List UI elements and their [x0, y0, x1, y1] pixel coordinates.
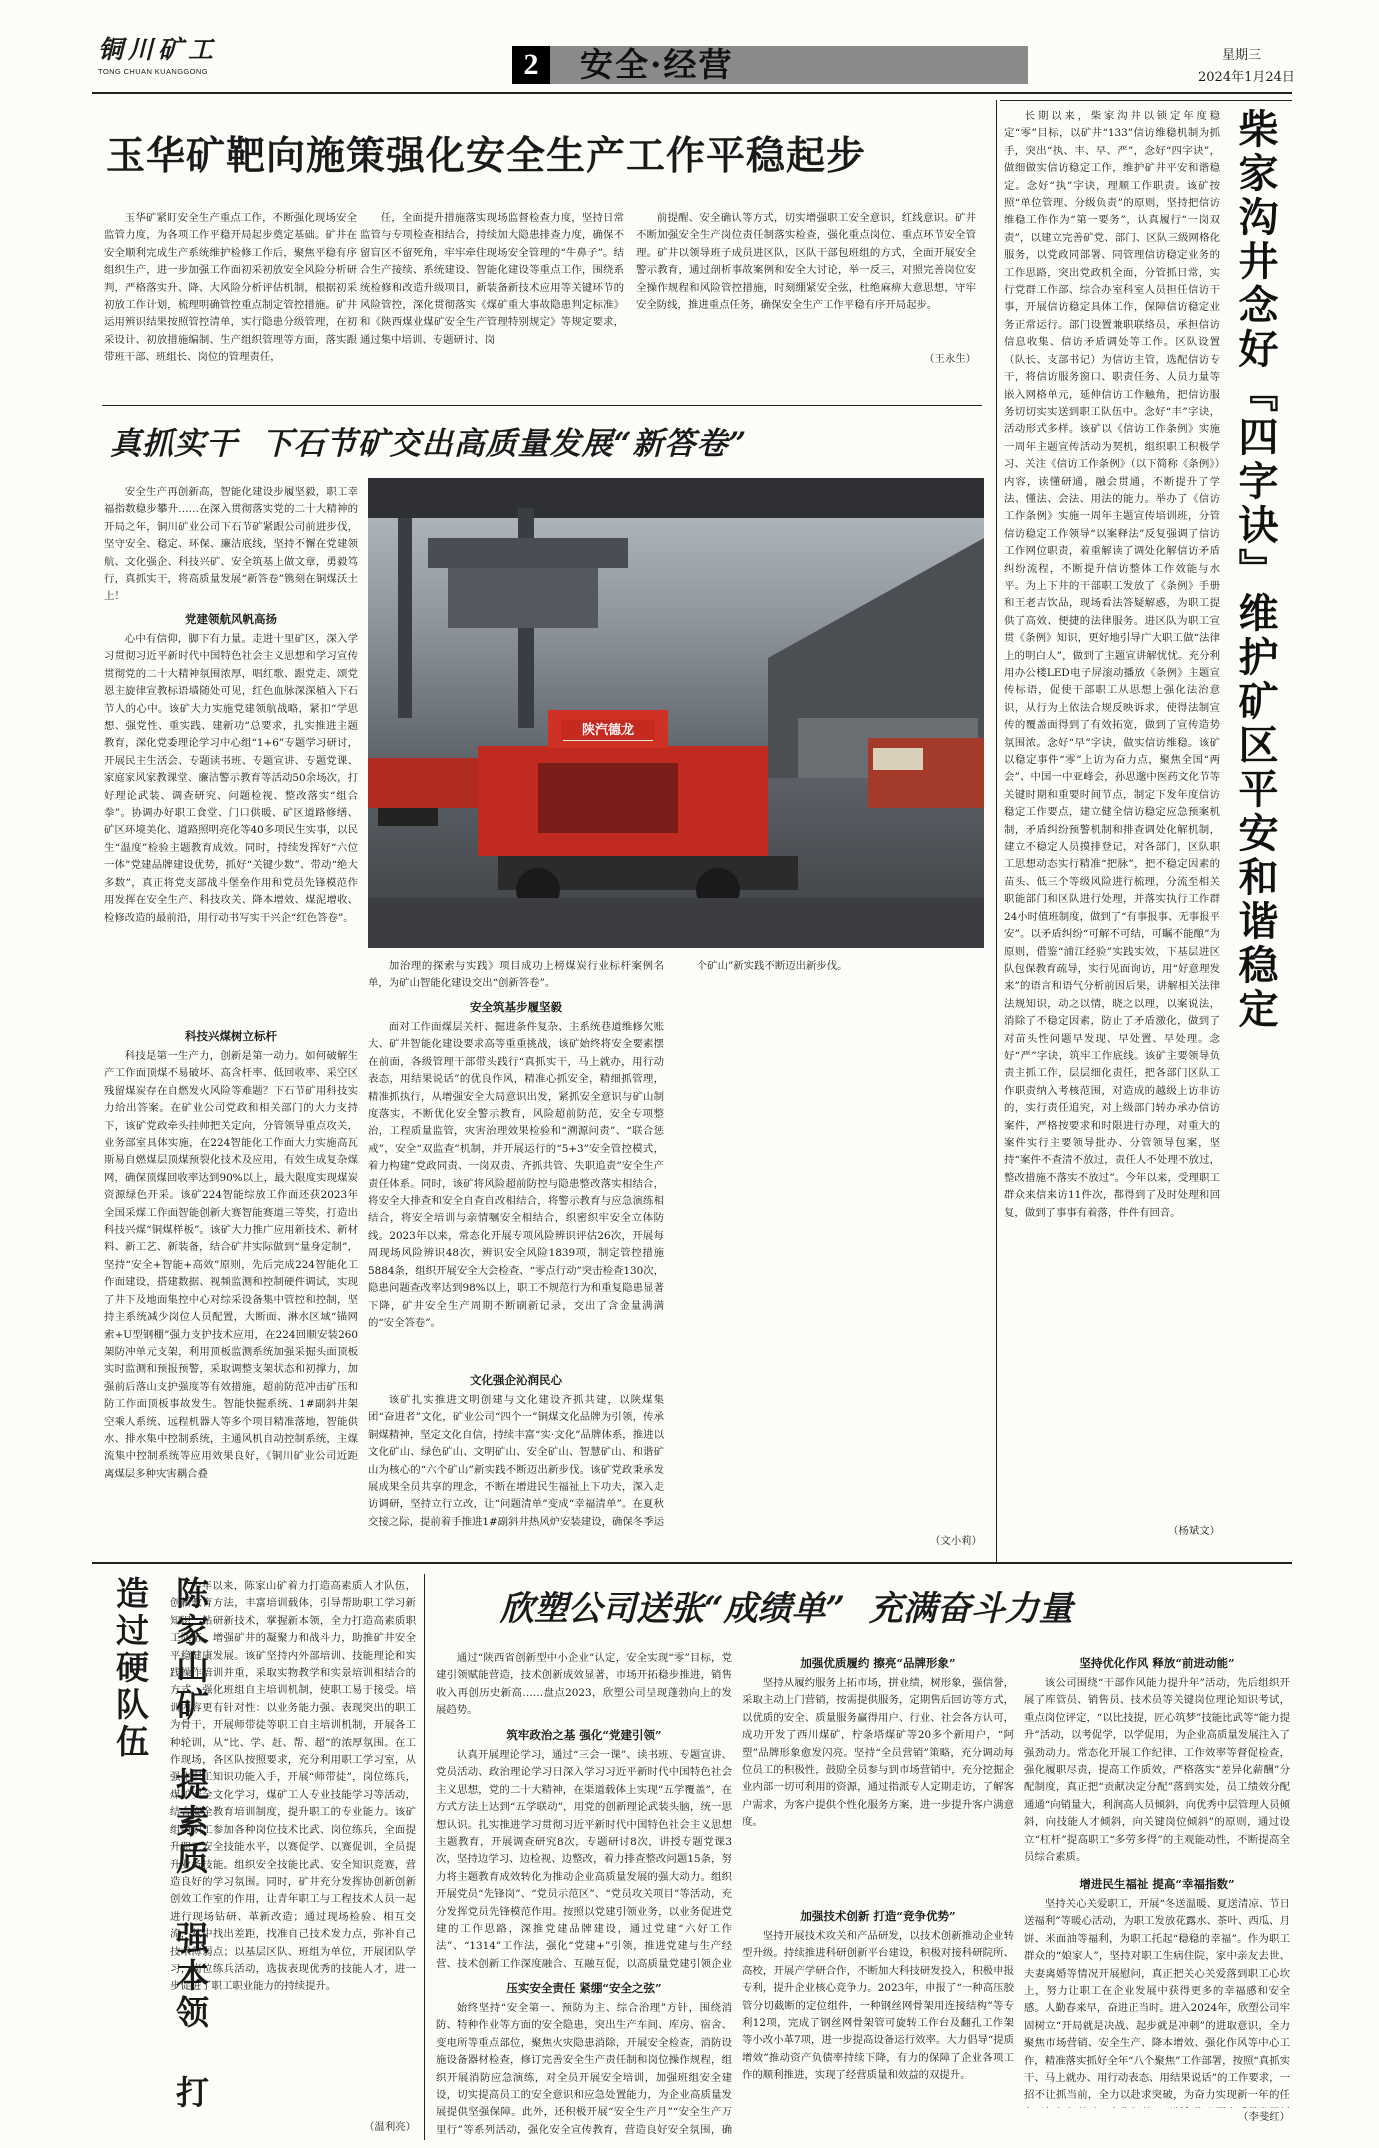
article1-col1: 玉华矿紧盯安全生产重点工作，不断强化现场安全监管力度，为各项工作平稳开局起步奠定基础。矿井在安全顺利完成生产系统维护检修工作后，聚焦平稳有序组织生产，进一步加强工作面初采初放安全风险分析研判，严格落实升、降、大风险分析评估机制，根据初采初放工作计划，梳理明确管控重点制定管控措施。矿井运用辨识结果按照管控清单，实行隐患分级管理，在初采设计、初放措施编制、生产组织管理等方面，落实跟带班干部、班组长、岗位的管理责任，: [104, 212, 357, 364]
article3-body: 长期以来，柴家沟井以锁定年度稳定“零”目标，以矿井“133”信访维稳机制为抓手，突出“执、丰、早、严”，念好“四字诀”，做细做实信访稳定工作，维护矿井平安和谐稳定。念好“执”字诀，理顺工作职责。该矿按照“单位管理、分级负责”的原则，坚持把信访维稳工作作为“第一要务”，认真履行“一岗双责”，以建立完善矿党、部门、区队三级网格化服务，以党政同部署、同管理信访稳定业务的工作思路，突出党政机全面，分管抓日常，实行党群工作部、综合办室科室人员担任信访干事，开展信访稳定具体工作，保障信访稳定业务正常运行。部门设置兼职联络员，承担信访信息收集、信访矛盾调处等工作。区队设置（队长、支部书记）为信访主管，选配信访专干，将信访服务窗口、职责任务、人员力量等嵌入网格单元，延伸信访工作触角，把信访服务切切实实送到职工队伍中。念好“丰”字诀，活动形式多样。该矿以《信访工作条例》实施一周年主题宣传活动为契机，组织职工积极学习、关注《信访工作条例》（以下简称《条例》）内容，读懂研通，融会贯通，不断提升了学法、懂法、会法、用法的能力。举办了《信访工作条例》实施一周年主题宣传培训班，分管信访稳定工作领导“以案释法”反复强调了信访工作网位职责，着重解读了调处化解信访矛盾纠纷流程，不断提升信访整体工作效能与水平。为上下井的干部职工发放了《条例》手册和王老吉饮品，现场看法答疑解惑，为职工提供了高效、便捷的法律服务。进区队为职工宣贯《条例》知识，更好地引导广大职工做“法律上的明白人”，做到了主题宣讲解忧忧。充分利用办公楼LED电子屏滚动播放《条例》主题宣传标语，促使干部职工从思想上强化法治意识，从行为上依法合规反映诉求，使得法制宣传的覆盖面得到了有效拓宽，做到了宣传造势氛围浓。念好“早”字诀，做实信访维稳。该矿以稳定事件“零”上访为奋力点，聚焦全国“两会”、中国一中亚峰会，孙思邈中医药文化节等关键时期和重要时间节点，制定下发年度信访稳定工作要点，建立健全信访稳定应急预案机制，矛盾纠纷预警机制和排查调处化解机制，建立不稳定人员摸排登记，对各部门，区队职工思想动态实行精准“把脉”，把不稳定因素的苗头、低三个等级风险进行梳理，分流至相关职能部门和区队进行处理，并落实执行工作群24小时值班制度，做到了“有事报事、无事报平安”。以矛盾纠纷“可解不可结，可瞩不能酿”为原则，借鉴“浦江经验”实践实效，下基层进区队包保教育疏导，实行见面询访，用“好意理发来”的语言和语气分析前因后果，讲解相关法律法规知识，动之以情，晓之以理，以案说法，消除了不稳定因素，防止了矛盾激化，做到了对苗头性问题早发现、早处置、早处理。念好“严”字诀，筑牢工作底线。该矿主要领导负责主抓工作，层层细化责任，把各部门区队工作职责纳入考核范围，对造成的越级上访非访的，实行责任追究，对上级部门转办承办信访案件，严格按要求和时限进行办理，对重大的案件实行主要领导批办、分管领导包案，坚持“案件不查清不放过，责任人不处理不放过，整改措施不落实不放过”。今年以来，受理职工群众来信来访11件次，都得到了及时处理和回复，做到了事事有着落，件件有回音。: [1004, 110, 1220, 1219]
article5-sec3: 坚持从履约服务上拓市场，拼业绩，树形象，强信誉，采取主动上门营销，按需提供服务，定期售后回访等方式，以优质的安全、质量服务赢得用户、行业、社会各方认可，成功开发了西川煤矿，柠条塔煤矿等20多个新用户，“阿塑”品牌形象愈发闪亮。坚持“全员营销”策略，充分调动每位员工的积极性，鼓励全员参与到市场营销中，充分挖掘企业内部一切可利用的资源，通过指派专人定期走访，了解客户需求，为客户提供个性化服务方案，进一步提升客户满意度。: [742, 1677, 1014, 1829]
article5-sec6: 坚持关心关爱职工，开展“冬送温暖、夏送清凉、节日送福利”等暖心活动，为职工发放花露水、茶叶、西瓜、月饼、米面油等福利，为职工托起“稳稳的幸福”。作为职工群众的“娘家人”，坚持对职工生病住院，家中亲友去世、夫妻离婚等情况开展慰问，真正把关心关爱落到职工心坎上，努力让职工在企业发展中获得更多的幸福感和安全感。人勤春来早，奋进正当时。进入2024年，欣塑公司牢固树立“开局就是决战、起步就是冲刺”的进取意识，全力聚焦市场营销、安全生产、降本增效、强化作风等中心工作，精准落实抓好全年“八个聚焦”工作部署，按照“真抓实干、马上就办、用行动表态、用结果说话”的工作要求，一招不让抓当前，全力以赴求突破，为奋力实现新一年的任: [1024, 1898, 1290, 2102]
article5-sub3: 加强优质履约 擦亮“品牌形象”: [800, 1656, 956, 1670]
article2-col1: [104, 484, 358, 1552]
article2-sub4: 文化强企沁润民心: [470, 1373, 562, 1387]
article3-vtitle-box: [1226, 108, 1288, 1168]
article1-byline: （王永生）: [924, 353, 976, 365]
article2-sub3: 安全筑基步履坚毅: [470, 1000, 562, 1014]
article4-vtitle: 陈家山矿 提素质 强本领 打造过硬队伍: [111, 1576, 210, 2112]
article4-byline: （温利亮）: [364, 2121, 416, 2133]
article5-sub5: 坚持优化作风 释放“前进动能”: [1079, 1656, 1235, 1670]
article5-sec4: 坚持开展技术攻关和产品研发，以技术创新推动企业转型升级。持续推进科研创新平台建设，积极对接科研院所、高校，开展产学研合作，不断加大科技研发投入，积极申报专利，提升企业核心竞争力。2023年，申报了“一种高压胶管分切截断的定位组件，一种钢丝网骨架用连接结构”等专利12项，完成了钢丝网骨架管可旋转工作台及翻孔工作架等小改小革7项，进一步提高设备运行效率。大力倡导“提质增效”推动资产负债率持续下降，有力的保障了企业各项工作的顺利推进，实现了经营质量和效益的双提升。: [742, 1930, 1014, 2082]
article5-byline: （李斐红）: [1238, 2111, 1290, 2123]
section-bar: [550, 46, 1028, 84]
article5-headline: 欣塑公司送张“成绩单” 充满奋斗力量: [500, 1589, 1073, 1629]
article2-intro: 安全生产再创新高，智能化建设步履坚毅，职工幸福指数稳步攀升……在深入贯彻落实党的二十大精神的开局之年，铜川矿业公司下石节矿紧跟公司前进步伐，坚守安全、稳定、环保、廉洁底线，坚持不懈在党建领航、文化强企、科技兴矿、安全筑基上做文章，勇毅笃行，真抓实干，将高质量发展“新答卷”镌刻在铜煤沃土上！: [104, 486, 358, 603]
article5-col3: [1024, 1650, 1290, 2142]
masthead-logo: [98, 36, 258, 76]
middle-divider: [92, 1562, 1292, 1564]
weekday: 星期三: [1222, 48, 1262, 63]
article2-sec4-a: 该矿扎实推进文明创建与文化建设齐抓共建，以陕煤集团“奋进者”文化，矿业公司“四个一”铜煤文化品牌为引领，传承铜煤精神，坚定文化自信，持续丰富“实·文化”品牌体系，推进以文化矿山、绿色矿山、文明矿山、安全矿山、智慧矿山、和谐矿山为核心的“六个矿山”新实践不断迈出新步伐。该矿党政秉承发展成果全员共享的理念，不断在增进民生福祉上下功夫，深入走访调研，坚持立行立改，让“问题清单”变成“幸福清单”。在夏秋交接之际，提前着手推进1#副斜井热风炉安装建设，确保冬季运: [368, 1394, 664, 1528]
article2-sec2b: 加治理的探索与实践》项目成功上榜煤炭行业标杆案例名单，为矿山智能化建设交出“创新答卷”。: [368, 960, 664, 990]
article1-col2: 任，全面提升措施落实现场监督检查力度，坚持日常监管与专项检查相结合，持续加大隐患排查力度，确保不留盲区不留死角，牢牢牵住现场安全管理的“牛鼻子”。结合生产接续、系统建设、智能化建设等重点工作，围绕系统检修和改造升级项目，新装备新技术应用等关键环节的风险管控，深化贯彻落实《煤矿重大事故隐患判定标准》和《陕西煤业煤矿安全生产管理特别规定》等规定要求，通过集中培训、专题研讨、岗: [360, 212, 624, 346]
coal-loading-scene: [368, 478, 984, 948]
article2-headline: 真抓实干 下石节矿交出高质量发展“新答卷”: [110, 426, 748, 462]
article3-vtitle: 柴家沟井念好『四字诀』维护矿区平安和谐稳定: [1232, 108, 1279, 1032]
article5-sub4: 加强技术创新 打造“竞争优势”: [800, 1909, 956, 1923]
masthead: [0, 0, 1379, 96]
page-number: 2: [523, 48, 539, 81]
right-box-top: [1000, 100, 1292, 101]
article5-sub6: 增进民生福祉 提高“幸福指数”: [1079, 1877, 1235, 1891]
article5-sec2: 始终坚持“安全第一、预防为主、综合治理”方针，围绕消防、特种作业等方面的安全隐患，突出生产车间、库房、宿舍、变电所等重点部位，聚焦火灾隐患消除，开展安全检查，消防设施设备器材检查，修订完善安全生产责任制和岗位操作规程，组织开展消防应急演练，对全员开展安全培训，加强班组安全建设，切实提高员工的安全意识和应急处置能力，为企业高质量发展提供坚强保障。此外，还积极开展“安全生产月”“安全生产万里行”等系列活动，强化安全宣传教育，营造良好安全氛围，确: [436, 2002, 732, 2136]
article1-col3-text: 前提醒、安全确认等方式，切实增强职工安全意识，红线意识。矿井不断加强安全生产岗位责任制落实检查，强化重点岗位、重点环节安全管理。矿井以领导班子成员进区队，区队干部包班组的方式，全面开展安全警示教育，通过剖析事故案例和安全大讨论，举一反三，对照完善岗位安全操作规程和风险管控措施，时刻绷紧安全弦，杜绝麻痹大意思想，守牢安全防线，推进重点任务，确保安全生产工作平稳有序开局起步。: [636, 212, 976, 312]
right-box-divider: [996, 100, 997, 1562]
article5-col2: [742, 1650, 1014, 2140]
masthead-rule: [92, 92, 1292, 94]
article2-sec3: 面对工作面煤层关杆、掘进条件复杂、主系统巷道维修欠账大、矿井智能化建设要求高等重重挑战，该矿始终将安全要素摆在前面，各级管理干部带头践行“真抓实干，马上就办，用行动表态，用结果说话”的优良作风，精准心抓安全，精细抓管理，精准抓执行，从增强安全大局意识出发，紧抓安全意识与矿山制度落实，不断优化安全警示教育，风险超前防范，安全专项整治，工程质量监管，灾害治理效果检验和“溯源问责”、“联合惩戒”，安全“双监查”机制，并开展运行的“5+3”安全管控模式，着力构建“党政同责、一岗双责、齐抓共管、失职追责”安全生产责任体系。同时，该矿将风险超前防控与隐患整改落实相结合，将安全大排查和安全自查自改相结合，将警示教育与应急演练相结合，将安全培训与亲情嘱安全相结合，织密织牢安全立体防线。2023年以来，常态化开展专项风险辨识评估26次，开展每周现场风险辨识48次，辨识安全风险1839项，制定管控措施5884条，组织开展安全大会检查、“零点行动”突击检查130次，隐患问题查改率达到98%以上，职工不规范行为和重复隐患显著下降，矿井安全生产周期不断刷新记录，交出了含金量满满的“安全答卷”。: [368, 1021, 664, 1329]
section-title: 安全·经营: [580, 45, 734, 84]
article2-sec2: 科技是第一生产力，创新是第一动力。如何破解生产工作面顶煤不易破坏、高含杆率、低回收率、采空区残留煤炭存在自燃发火风险等难题？下石节矿用科技实力给出答案。在矿业公司党政和相关部门的大力支持下，该矿党政牵头挂帅把关定向，分管领导重点攻关，业务部室具体实施，在224智能化工作面大力实施高瓦斯易自燃煤层顶煤预裂化技术及应用，有效生成复杂煤网，确保顶煤回收率达到90%以上，最大限度实现煤炭资源绿色开采。该矿224智能综放工作面还获2023年全国采煤工作面智能创新大赛智能赛道三等奖，打造出科技兴煤“铜煤样板”。该矿大力推广应用新技术、新材料、新工艺、新装备，结合矿井实际做到“量身定制”，坚持“安全+智能+高效”原则，先后完成224智能化工作面建设，搭建数据、视频监测和控制硬件调试，实现了井下及地面集控中心对综采设备集中管控和控制，坚持主系统减少岗位人员配置，大断面、淋水区域“锚网索+U型钢棚”强力支护技术应用，在224回顺安装260架防冲单元支架，利用顶板监测系统加强采掘头面顶板实时监测和预报预警，采取调整支架状态和初撑力，加强前后落山支护强度等有效措施，超前防范冲击矿压和防工作面顶板事故发生。智能快掘系统、1#副斜井架空乘人系统、远程机器人等多个项目精准落地，智能供水、排水集中控制系统，主通风机自动控制系统，主煤流集中控制系统等应用效果良好，《铜川矿业公司近距离煤层多种灾害耦合叠: [104, 1050, 358, 1480]
article5-sec1: 认真开展理论学习，通过“三会一课”、读书班、专题宣讲、党员活动、政治理论学习日深入学习习近平新时代中国特色社会主义思想，党的二十大精神，在渠道载体上实现“五学覆盖”，在方式方法上达到“五学联动”，用党的创新理论武装头脑，统一思想认识。扎实推进学习贯彻习近平新时代中国特色社会主义思想主题教育，开展调查研究8次，专题研讨8次，讲授专题党课3次，坚持边学习、边检视、边整改，着力排查整改问题15条，努力将主题教育成效转化为推动企业高质量发展的强大动力。组织开展党员“先锋岗”、“党员示范区”、“党员攻关项目”等活动，充分发挥党员先锋模范作用。按照以党建引领业务，以业务促进党建的工作思路，深推党建品牌建设，通过党建“六好工作法”、“1314”工作法，强化“党建+”引领，推进党建与生产经营、技术创新工作深度融合、互融互促，以高质量党建引领企业: [436, 1749, 732, 1970]
article3-body-box: [1004, 108, 1220, 1558]
issue-date: 2024年1月24日: [1198, 70, 1295, 85]
article5-intro: 通过“陕西省创新型中小企业”认定，安全实现“零”目标，党建引领赋能营造，技术创新成效显著，市场开拓稳步推进，销售收入再创历史新高……盘点2023，欣塑公司呈现蓬勃向上的发展趋势。: [436, 1652, 732, 1717]
article2-sec4-continued: 个矿山”新实践不断迈出新步伐。: [696, 960, 848, 972]
article4-divider: [424, 1574, 425, 2140]
article2-sub2: 科技兴煤树立标杆: [185, 1029, 277, 1043]
article2-sec4-b: [676, 958, 982, 1532]
article5-sec5: 该公司围绕“干部作风能力提升年”活动，先后组织开展了库管员、销售员、技术员等关键岗位理论知识考试，重点岗位评定，“以比技提，匠心筑梦”技能比武等“能力提升”活动，以考促学，以学促用，为企业高质量发展注入了强劲动力。常态化开展工作纪律、工作效率等督促检查，强化履职尽责，提高工作质效，严格落实“差异化薪酬”分配制度，真正把“贡献决定分配”落到实处，员工绩效分配通通“向销量大，利润高人员倾斜，向优秀中层管理人员倾斜，向技能人才倾斜，向关键岗位倾斜”的原则，通过设立“杠杆”提高职工“多劳多得”的主观能动性，不断提高全员综合素质。: [1024, 1677, 1290, 1864]
logo-en: TONG CHUAN KUANGGONG: [98, 67, 208, 76]
article2-photo: [368, 478, 984, 948]
article1-col3: [636, 210, 976, 365]
logo-cn: 铜川矿工: [98, 35, 219, 64]
article1-bottom-rule: [102, 405, 982, 406]
page-number-badge: [512, 46, 550, 84]
article5-sub1: 筑牢政治之基 强化“党建引领”: [506, 1728, 662, 1742]
article2-col2: [368, 958, 664, 1554]
article2-byline: （文小莉）: [930, 1535, 982, 1547]
truck-cab-text: 陕汽德龙: [561, 720, 655, 740]
article4-body-box: [170, 1578, 416, 2140]
article3-byline: （杨斌文）: [1168, 1525, 1220, 1537]
article2-sec1: 心中有信仰，脚下有力量。走进十里矿区，深入学习贯彻习近平新时代中国特色社会主义思想和学习宣传贯彻党的二十大精神氛围浓厚，唱红歌、跟党走、颂党恩主旋律宣教标语墙随处可见，红色血脉深深植入下石节人的心中。该矿大力实施党建领航战略，紧扣“学思想、强党性、重实践、建新功”总要求，扎实推进主题教育，深化党委理论学习中心组“1+6”专题学习研讨，开展民主生活会、专题读书班、专题宣讲、专题党课、家庭家风家教课堂、廉洁警示教育等活动50余场次，打好理论武装、调查研究、问题检视、整改落实“组合拳”。协调办好职工食堂、门口供暖、矿区道路修缮、矿区环境美化、道路照明亮化等40多项民生实事，以民生“温度”检验主题教育成效。同时，持续发挥好“六位一体”党建品牌建设优势，抓好“关键少数”、带动“绝大多数”，真正将党支部战斗堡垒作用和党员先锋模范作用发挥在安全生产、科技攻关、降本增效、煤泥增收、检修改造的最前沿，用行动书写实干兴企“红色答卷”。: [104, 633, 358, 924]
article4-vtitle-box: [100, 1576, 210, 2136]
article1-headline: 玉华矿靶向施策强化安全生产工作平稳起步: [106, 133, 867, 179]
article2-sub1: 党建领航风帆高扬: [185, 612, 277, 626]
article4-body: 今年以来，陈家山矿着力打造高素质人才队伍，创新教育方法，丰富培训载体，引导帮助职工学习新知识，钻研新技术，掌握新本领，全力打造高素质职工队伍，增强矿井的凝聚力和战斗力，助推矿井安全平稳健康发展。该矿坚持内外部培训、技能理论和实践操作培训并重，采取实物教学和实景培训相结合的方式，强化班组自主培训机制，使职工易于接受。培训内容更有针对性：以业务能力强、表现突出的职工为骨干，开展师带徒等职工自主培训机制，开展各工种轮训，从“比、学、赶、帮、超”的浓厚氛围。在工作现场，各区队按照要求，充分利用职工学习室，从强化职工知识功能入手，开展“师带徒”，岗位练兵，煤矿安全文化学习，煤矿工人专业技能学习等活动，结合安全教育培训制度，提升职工的专业能力。该矿组织职工参加各种岗位技术比武、岗位练兵，全面提升职工安全技能水平，以赛促学、以赛促训，全员提升业务技能。组织安全技能比武、安全知识竞赛，营造良好的学习氛围。同时，矿井充分发挥协创新创新创效工作室的作用，让青年职工与工程技术人员一起进行现场钻研、革新改造；通过现场检验、相互交流，从中找出差距，找准自己技术发力点，弥补自己技术薄弱点；以基层区队、班组为单位，开展团队学习，岗位练兵活动，选拔表现优秀的技能人才，进一步促进了职工职业能力的持续提升。: [170, 1580, 416, 1993]
article5-col1: [436, 1650, 732, 2140]
article5-sub2: 压实安全责任 紧绷“安全之弦”: [506, 1981, 662, 1995]
article2-col3: [676, 958, 982, 1554]
